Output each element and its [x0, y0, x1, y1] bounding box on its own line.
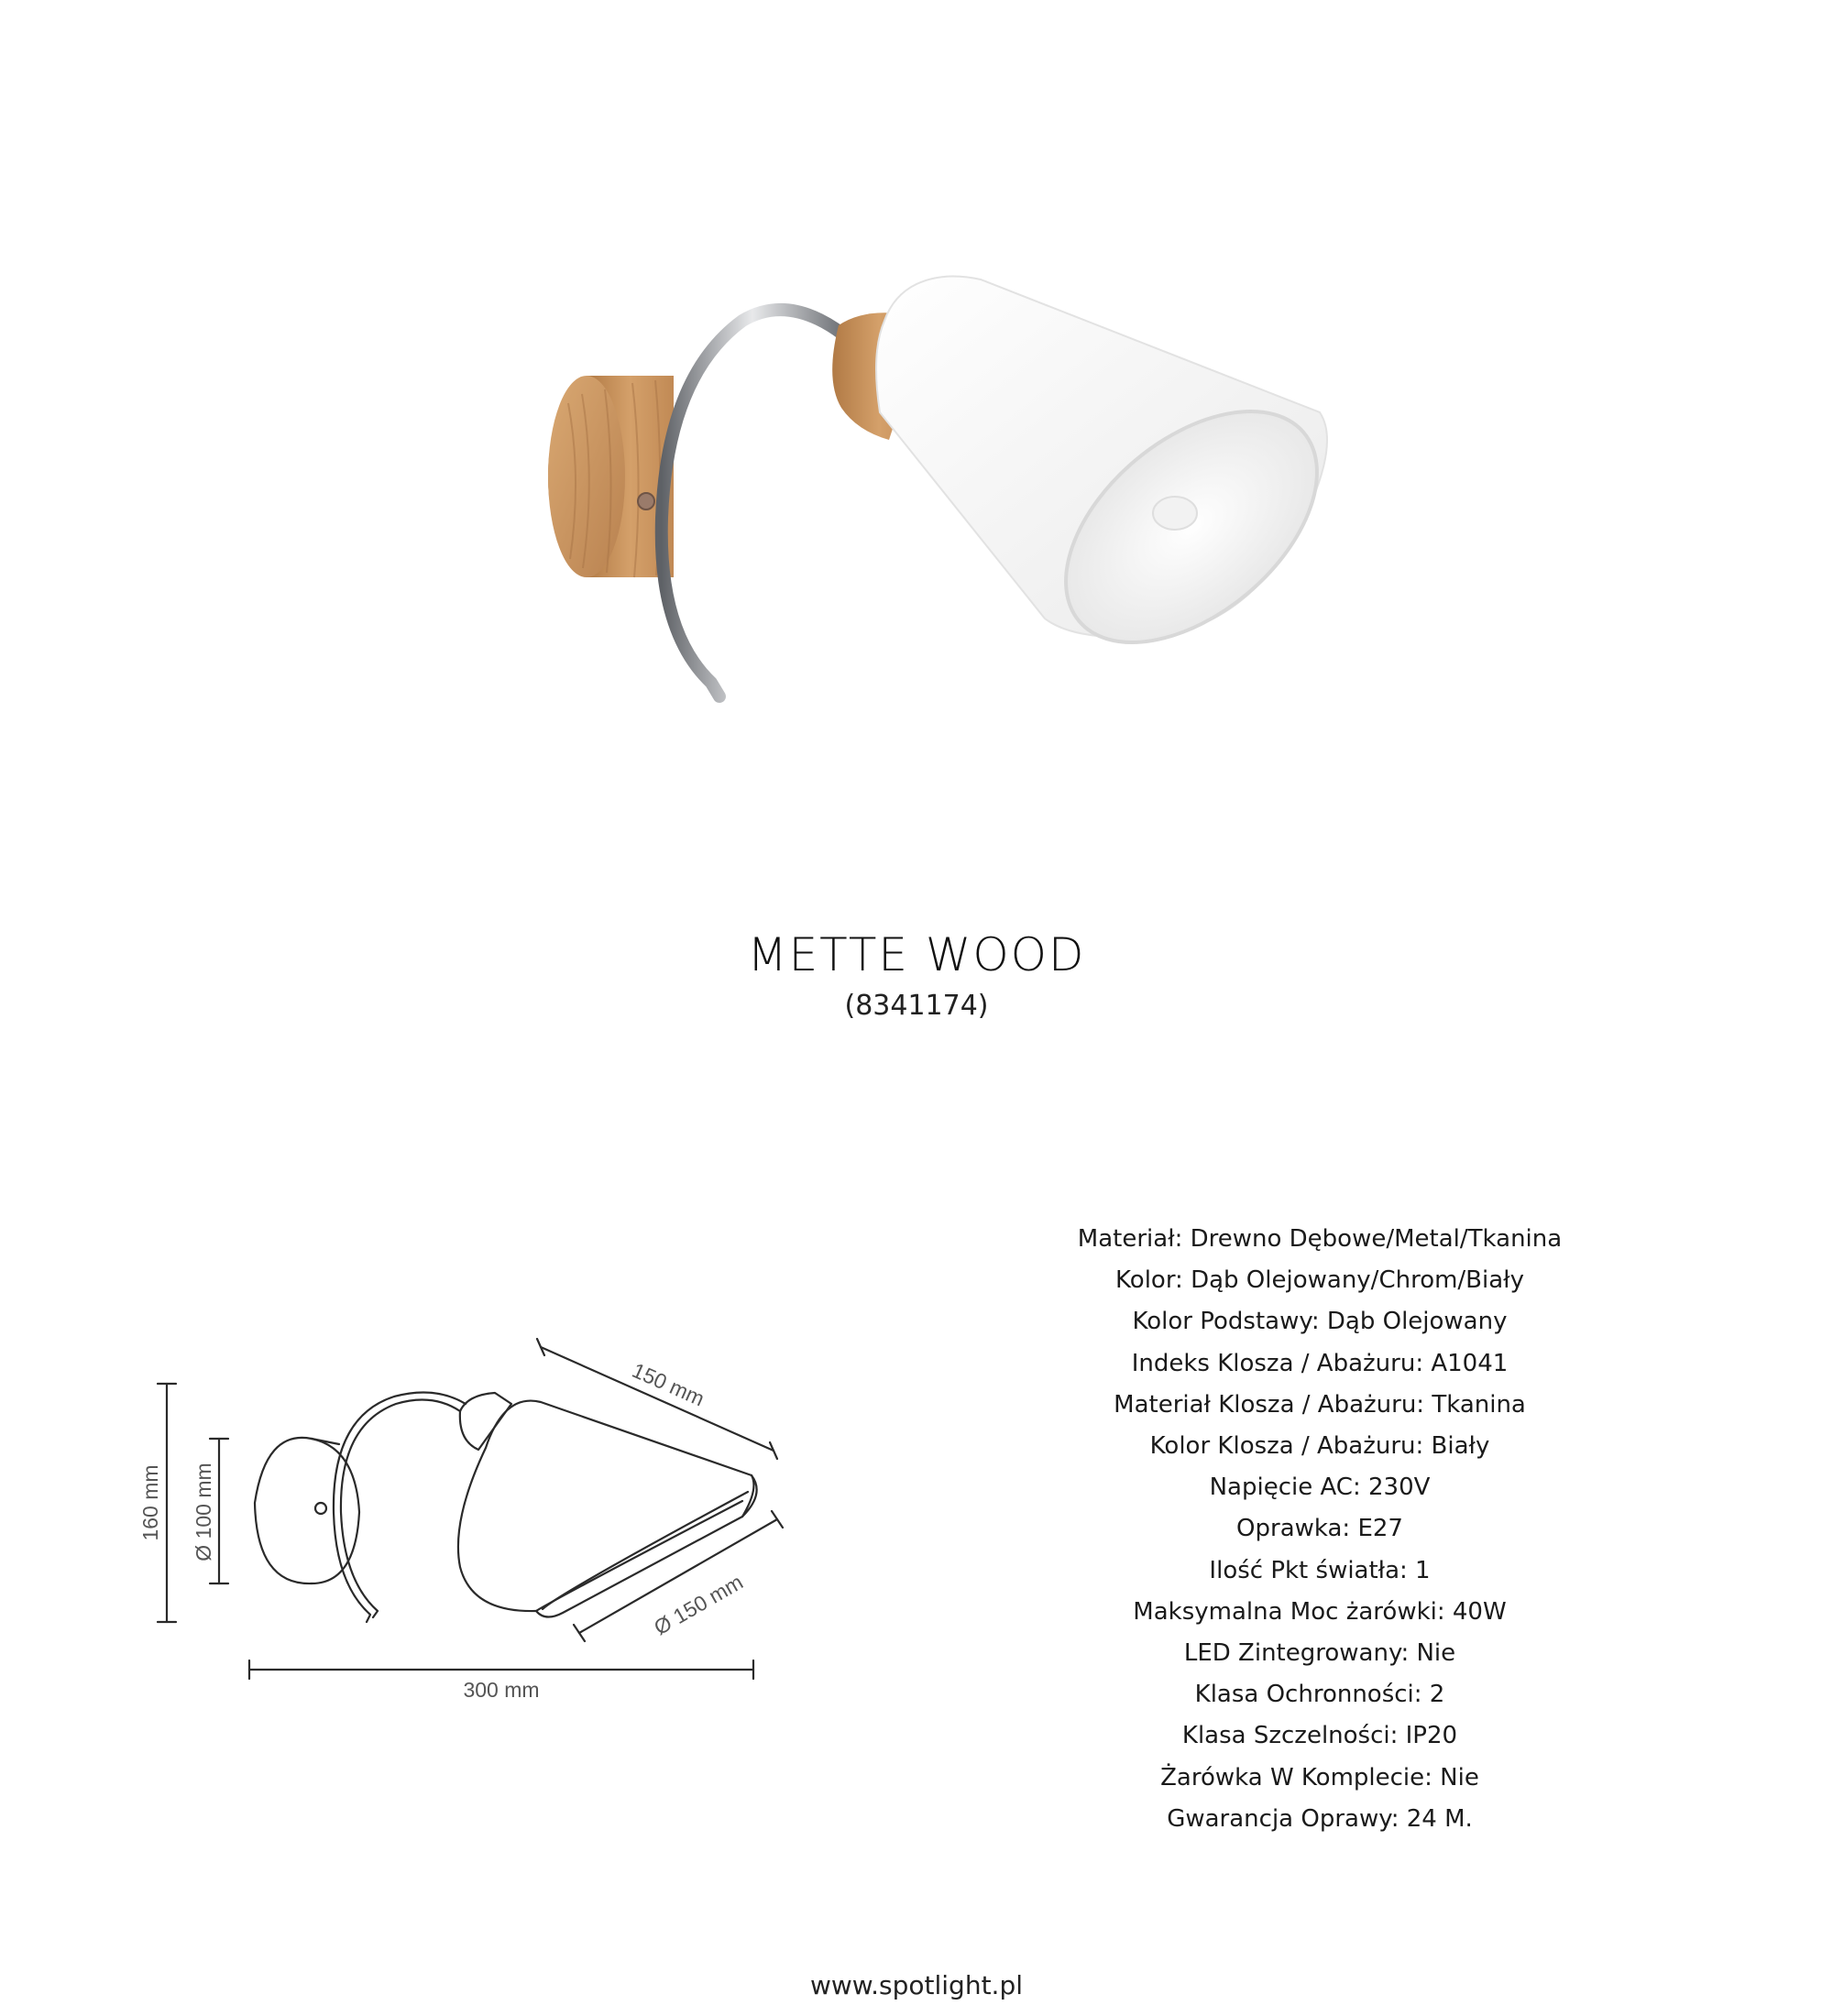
spec-bulb-included: Żarówka W Komplecie: Nie	[1160, 1763, 1479, 1791]
spec-voltage: Napięcie AC: 230V	[1209, 1474, 1431, 1502]
spec-shade-index: Indeks Klosza / Abażuru: A1041	[1131, 1349, 1509, 1377]
spec-led: LED Zintegrowany: Nie	[1183, 1639, 1456, 1668]
title-block	[0, 926, 1833, 1024]
specs-list	[990, 1219, 1650, 1840]
chrome-arm	[662, 310, 843, 696]
spec-max-power: Maksymalna Moc żarówki: 40W	[1133, 1597, 1507, 1626]
spec-ip-rating: Klasa Szczelności: IP20	[1181, 1722, 1458, 1750]
product-photo	[495, 266, 1347, 715]
shade-length-label: 150 mm	[629, 1357, 708, 1411]
base-diameter-label: Ø 100 mm	[192, 1463, 215, 1561]
spec-shade-material: Materiał Klosza / Abażuru: Tkanina	[1114, 1390, 1526, 1419]
spec-warranty: Gwarancja Oprawy: 24 M.	[1167, 1804, 1473, 1833]
product-name: METTE WOOD	[747, 928, 1086, 981]
shade-diameter-label: Ø 150 mm	[650, 1569, 747, 1640]
spec-shade-color: Kolor Klosza / Abażuru: Biały	[1149, 1432, 1490, 1461]
mount-screw	[638, 493, 654, 509]
spec-base-color: Kolor Podstawy: Dąb Olejowany	[1132, 1308, 1508, 1336]
spec-socket: Oprawka: E27	[1236, 1515, 1403, 1543]
wood-base	[548, 376, 674, 577]
footer-url[interactable]: www.spotlight.pl	[809, 1970, 1023, 2000]
height-label: 160 mm	[138, 1464, 162, 1541]
spec-material: Materiał: Drewno Dębowe/Metal/Tkanina	[1077, 1225, 1563, 1253]
lamp-shade	[876, 276, 1347, 687]
dimension-drawing	[119, 1338, 807, 1714]
spec-light-points: Ilość Pkt światła: 1	[1209, 1556, 1431, 1584]
spec-color: Kolor: Dąb Olejowany/Chrom/Biały	[1115, 1266, 1524, 1295]
spec-protection-class: Klasa Ochronności: 2	[1194, 1681, 1445, 1709]
product-code: (8341174)	[844, 990, 989, 1022]
width-label: 300 mm	[463, 1678, 540, 1702]
